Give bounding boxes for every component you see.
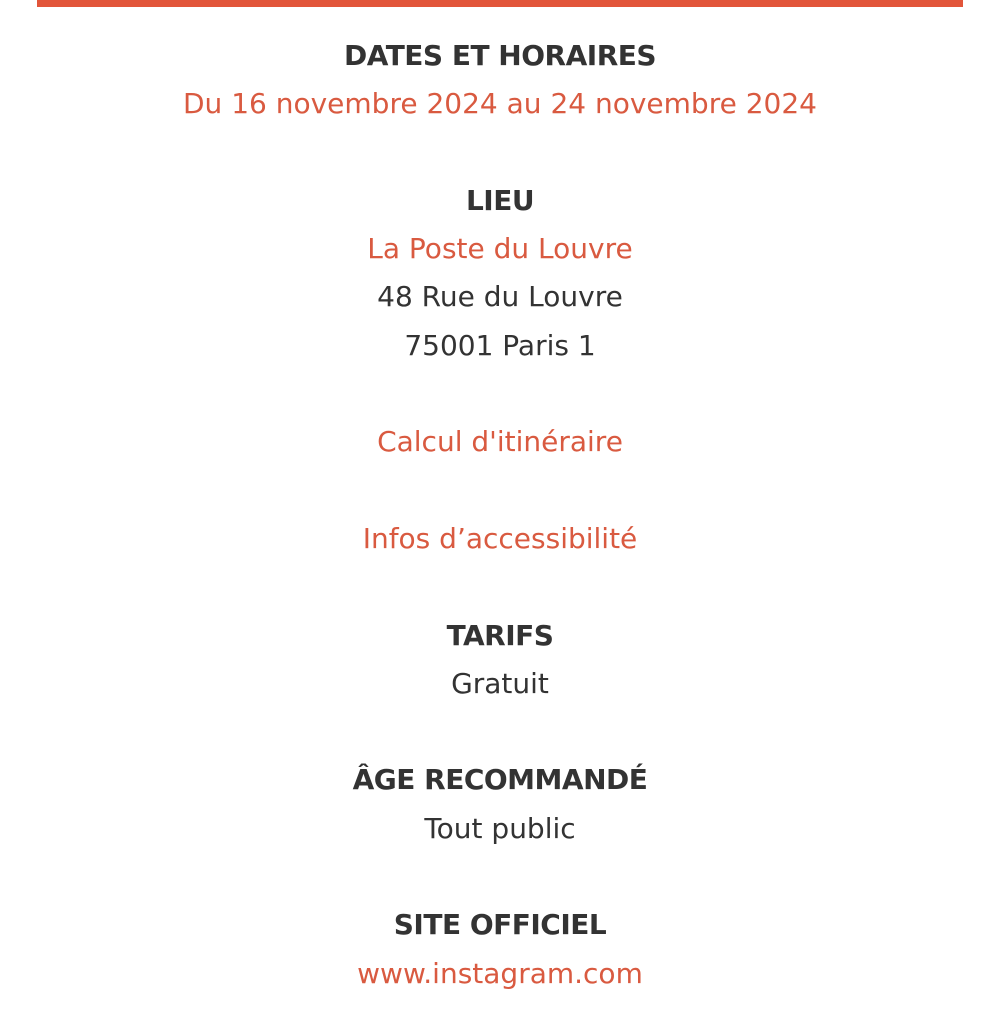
tarifs-value: Gratuit (451, 666, 549, 700)
tarifs-heading: TARIFS (446, 618, 554, 652)
dates-heading: DATES ET HORAIRES (343, 39, 657, 72)
site-heading: SITE OFFICIEL (393, 908, 607, 942)
event-info (0, 32, 1000, 998)
accessibility-link[interactable]: Infos d’accessibilité (362, 521, 638, 555)
official-site-link[interactable]: www.instagram.com (357, 956, 643, 990)
venue-city: 75001 Paris 1 (404, 328, 596, 362)
age-heading: ÂGE RECOMMANDÉ (352, 763, 648, 797)
venue-link[interactable]: La Poste du Louvre (367, 232, 633, 266)
dates-value: Du 16 novembre 2024 au 24 novembre 2024 (183, 87, 817, 121)
itinerary-link[interactable]: Calcul d'itinéraire (377, 425, 623, 459)
age-value: Tout public (424, 811, 576, 845)
top-accent-bar (37, 0, 963, 7)
venue-street: 48 Rue du Louvre (377, 280, 623, 314)
lieu-heading: LIEU (465, 183, 535, 217)
